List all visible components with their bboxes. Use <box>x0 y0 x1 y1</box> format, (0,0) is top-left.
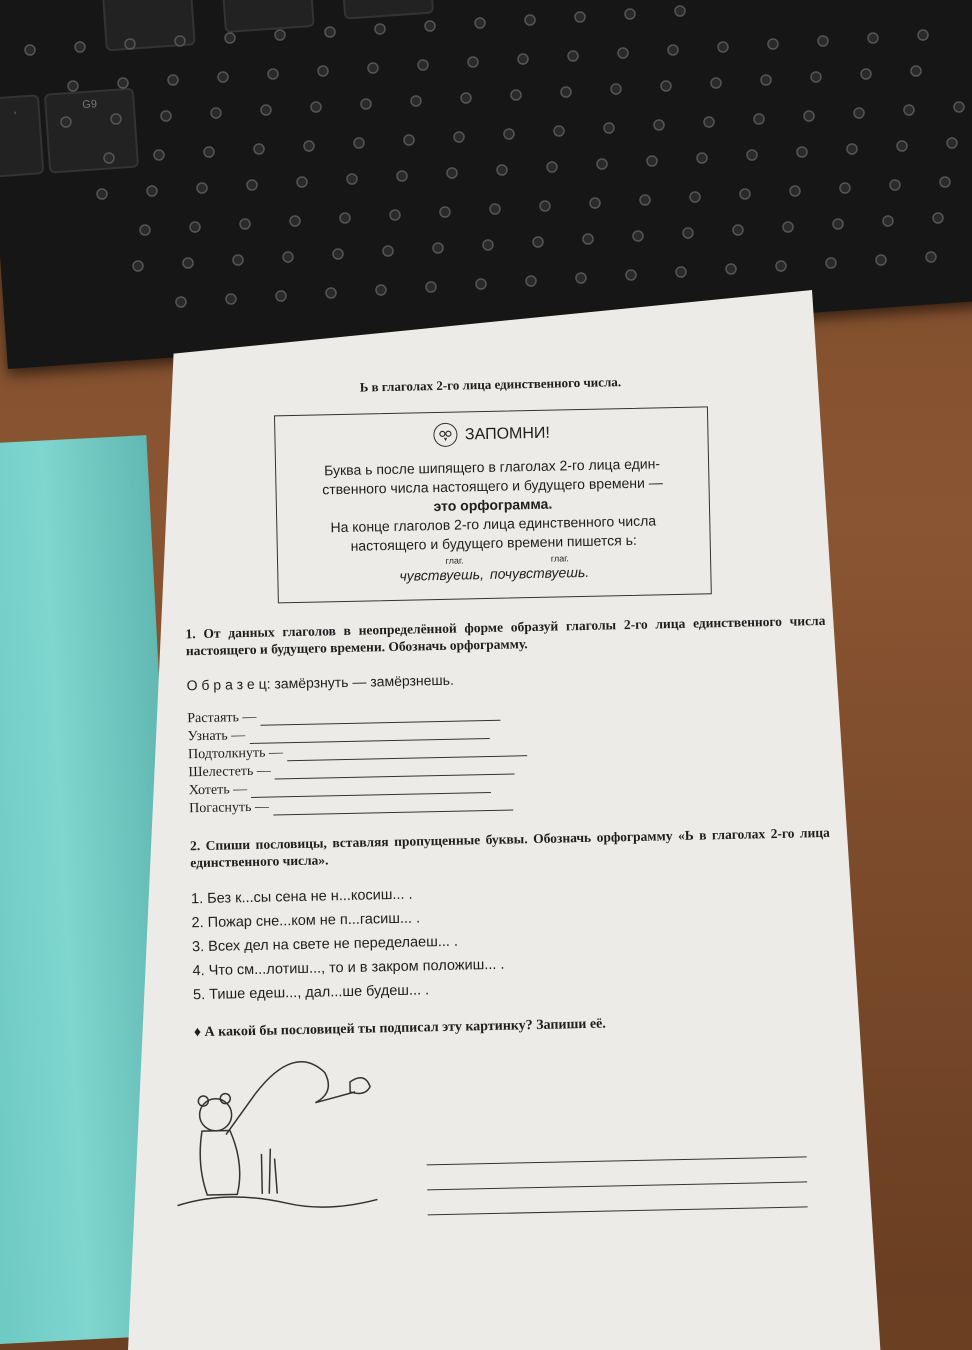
keyboard-key-comma: , <box>0 94 44 177</box>
example-word <box>399 555 485 586</box>
picture-area <box>164 1042 847 1226</box>
rule-examples <box>290 553 698 589</box>
owl-icon <box>433 423 457 447</box>
verb-label: Погаснуть — <box>189 799 270 817</box>
task-1-instructions: 1. От данных глаголов в неопределённой форме образуй глаголы 2-го лица единственного числа настоящего и будущего времени. Обозначь орфограмму. <box>185 612 826 659</box>
example-label: глаг. <box>550 553 569 564</box>
rule-text-line: настоящего и будущего времени пишется ь: <box>350 531 637 554</box>
keyboard-key-g9: G9 <box>44 88 139 174</box>
rule-text-line: Буква ь после шипящего в глаголах 2-го лица един- <box>324 455 661 479</box>
verb-label: Шелестеть — <box>188 763 272 781</box>
task-2-instructions: 2. Спиши пословицы, вставляя пропущенные буквы. Обозначь орфограмму «Ь в глаголах 2-го лица единственного числа». <box>189 824 830 871</box>
example-text: почувствуешь. <box>489 563 590 582</box>
keyboard-key-end <box>101 0 196 51</box>
fishing-bear-illustration <box>164 1051 398 1226</box>
task-1-verb-list <box>157 696 839 818</box>
proverb-item: 3. Всех дел на свете не переделаеш... . <box>191 933 459 956</box>
verb-label: Узнать — <box>187 728 246 745</box>
example-label: глаг. <box>445 555 464 566</box>
worksheet-title: Ь в глаголах 2-го лица единственного числа. <box>359 374 622 395</box>
proverb-item: 4. Что см...лотиш..., то и в закром положиш... . <box>192 956 505 980</box>
verb-label: Подтолкнуть — <box>187 745 284 763</box>
rule-heading: ЗАПОМНИ! <box>464 424 551 443</box>
example-text: чувствуешь, <box>399 566 485 584</box>
keyboard-key <box>221 0 315 33</box>
rule-text-line: ственного числа настоящего и будущего времени — <box>322 474 663 498</box>
rule-text-line: На конце глаголов 2-го лица единственного числа <box>330 512 657 536</box>
verb-label: Растаять — <box>187 709 257 727</box>
bonus-task: ♦ А какой бы пословицей ты подписал эту картинку? Запиши её. <box>193 1016 606 1041</box>
proverb-item: 2. Пожар сне...ком не п...гасиш... . <box>191 910 421 932</box>
proverb-list <box>161 874 843 1008</box>
example-word <box>489 553 590 584</box>
proverb-item: 1. Без к...сы сена не н...косиш... . <box>190 886 413 908</box>
verb-label: Хотеть — <box>188 782 248 799</box>
rule-box <box>274 406 712 603</box>
keyboard-key <box>340 0 434 20</box>
rule-text-line: это орфограмма. <box>433 495 553 515</box>
worksheet-content <box>150 356 848 1226</box>
answer-blank[interactable] <box>273 797 513 815</box>
proverb-item: 5. Тише едеш..., дал...ше будеш... . <box>192 982 430 1004</box>
task-1-sample: О б р а з е ц: замёрзнуть — замёрзнешь. <box>186 671 455 694</box>
rule-header <box>287 418 695 451</box>
answer-lines <box>426 1132 807 1215</box>
